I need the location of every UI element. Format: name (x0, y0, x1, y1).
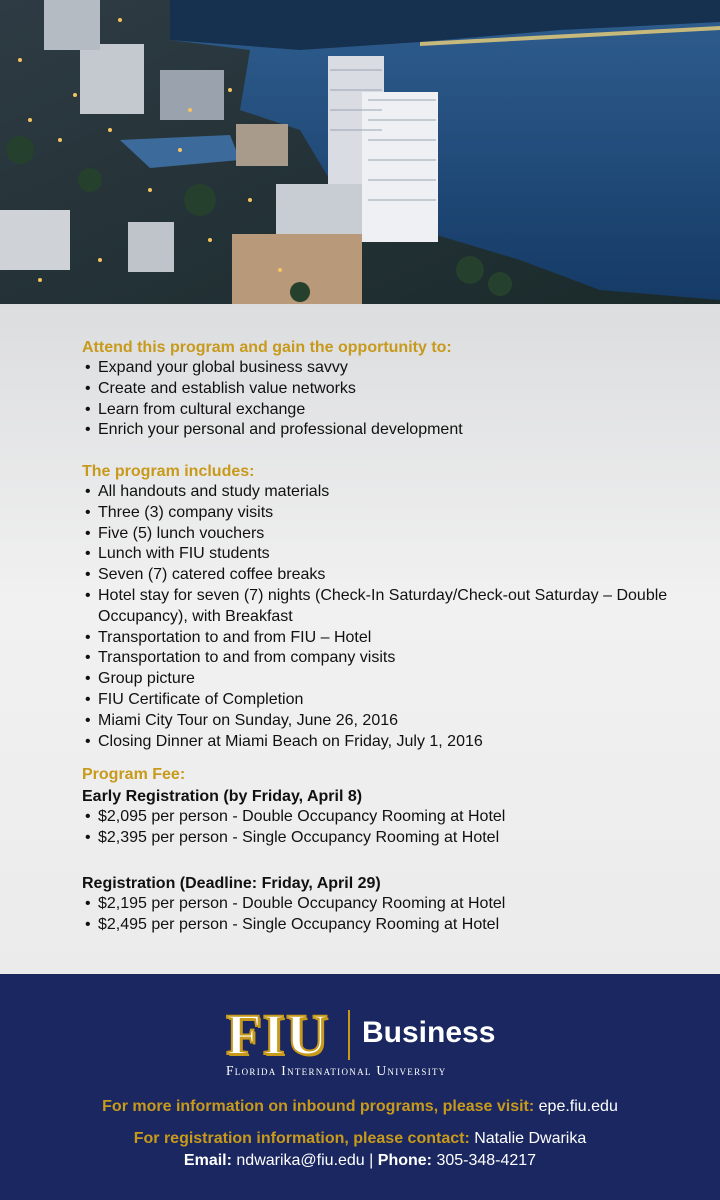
registration-contact-line (0, 1129, 720, 1149)
inbound-info-label: For more information on inbound programs, please visit: (102, 1098, 535, 1115)
list-item: • All handouts and study materials (82, 482, 682, 503)
list-item: • FIU Certificate of Completion (82, 690, 682, 711)
phone-number[interactable]: 305-348-4217 (436, 1152, 537, 1169)
includes-section (82, 462, 682, 752)
contact-label: For registration information, please contact: (133, 1130, 470, 1147)
contact-footer (0, 974, 720, 1200)
email-label: Email: (183, 1152, 232, 1169)
list-item: • $2,395 per person - Single Occupancy Rooming at Hotel (82, 828, 682, 849)
phone-label: Phone: (377, 1152, 432, 1169)
list-item: • $2,495 per person - Single Occupancy Rooming at Hotel (82, 915, 682, 936)
list-item: • Seven (7) catered coffee breaks (82, 565, 682, 586)
email-link[interactable]: ndwarika@fiu.edu (236, 1152, 365, 1169)
list-item: • Enrich your personal and professional development (82, 420, 682, 441)
list-item: • Three (3) company visits (82, 503, 682, 524)
opportunity-heading: Attend this program and gain the opportunity to: (82, 339, 452, 356)
list-item: • Lunch with FIU students (82, 544, 682, 565)
early-registration-list (82, 807, 682, 849)
list-item: • $2,195 per person - Double Occupancy Rooming at Hotel (82, 894, 682, 915)
opportunity-list (82, 358, 682, 441)
regular-registration-list (82, 894, 682, 936)
regular-registration-section (82, 874, 682, 936)
list-item: • Transportation to and from company visits (82, 648, 682, 669)
registration-deadline-title: Registration (Deadline: Friday, April 29) (82, 875, 381, 892)
early-registration-title: Early Registration (by Friday, April 8) (82, 788, 363, 805)
includes-list (82, 482, 682, 752)
contact-name: Natalie Dwarika (474, 1130, 587, 1147)
list-item: • Miami City Tour on Sunday, June 26, 2016 (82, 711, 682, 732)
inbound-info-line (0, 1097, 720, 1117)
logo-divider (348, 1010, 350, 1060)
list-item: • Expand your global business savvy (82, 358, 682, 379)
email-phone-line (0, 1151, 720, 1171)
list-item: • Learn from cultural exchange (82, 400, 682, 421)
university-name-text: Florida International University (226, 1063, 447, 1078)
list-item: • Closing Dinner at Miami Beach on Friday, July 1, 2016 (82, 732, 682, 753)
list-item: • Group picture (82, 669, 682, 690)
program-fee-section (82, 765, 682, 849)
list-item: • Hotel stay for seven (7) nights (Check-In Saturday/Check-out Saturday – Double Occupancy), with Breakfast (82, 586, 682, 628)
list-item: • Five (5) lunch vouchers (82, 524, 682, 545)
fiu-business-logo (226, 1002, 506, 1067)
list-item: • Create and establish value networks (82, 379, 682, 400)
program-fee-heading: Program Fee: (82, 766, 186, 783)
inbound-info-link[interactable]: epe.fiu.edu (538, 1098, 618, 1115)
fiu-logo-letters: FIU (226, 1002, 329, 1067)
separator: | (369, 1152, 374, 1169)
university-name (226, 1063, 496, 1079)
includes-heading: The program includes: (82, 463, 255, 480)
hero-cityscape-image (0, 0, 720, 304)
list-item: • Transportation to and from FIU – Hotel (82, 628, 682, 649)
logo-business-text: Business (362, 1016, 496, 1049)
program-details-panel (0, 304, 720, 974)
opportunity-section (82, 338, 682, 441)
list-item: • $2,095 per person - Double Occupancy Rooming at Hotel (82, 807, 682, 828)
